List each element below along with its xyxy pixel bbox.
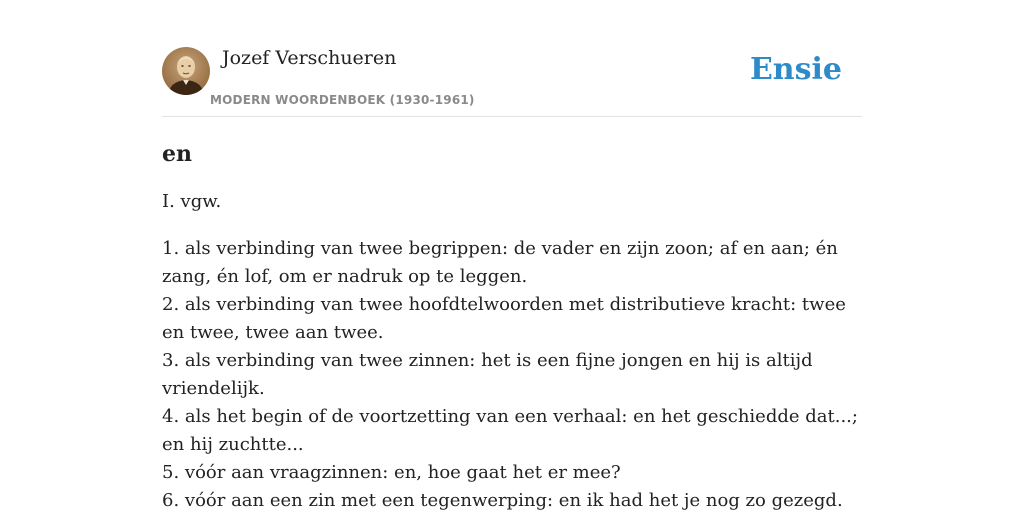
author-name[interactable]: Jozef Verschueren (222, 47, 397, 69)
definition-item: 1. als verbinding van twee begrippen: de vader en zijn zoon; af en aan; én zang, én lof, om er nadruk op te leggen. (162, 238, 838, 287)
definition-item: 6. vóór aan een zin met een tegenwerping: en ik had het je nog zo gezegd. (162, 490, 843, 511)
header (162, 46, 862, 117)
author-avatar[interactable] (162, 47, 210, 95)
portrait-image (162, 47, 210, 95)
definition-item: 5. vóór aan vraagzinnen: en, hoe gaat het er mee? (162, 462, 621, 483)
definition-item: 2. als verbinding van twee hoofdtelwoorden met distributieve kracht: twee en twee, twee aan twee. (162, 294, 846, 343)
source-label[interactable]: MODERN WOORDENBOEK (1930-1961) (210, 93, 475, 107)
definition-list (162, 235, 862, 512)
entry-term: en (162, 141, 192, 167)
definition-item: 4. als het begin of de voortzetting van een verhaal: en het geschiedde dat...; en hij zuchtte... (162, 406, 858, 455)
ensie-logo[interactable]: Ensie (749, 52, 842, 87)
definition-item: 3. als verbinding van twee zinnen: het is een fijne jongen en hij is altijd vriendelijk. (162, 350, 813, 399)
part-of-speech: I. vgw. (162, 191, 222, 212)
entry-content (162, 138, 862, 512)
